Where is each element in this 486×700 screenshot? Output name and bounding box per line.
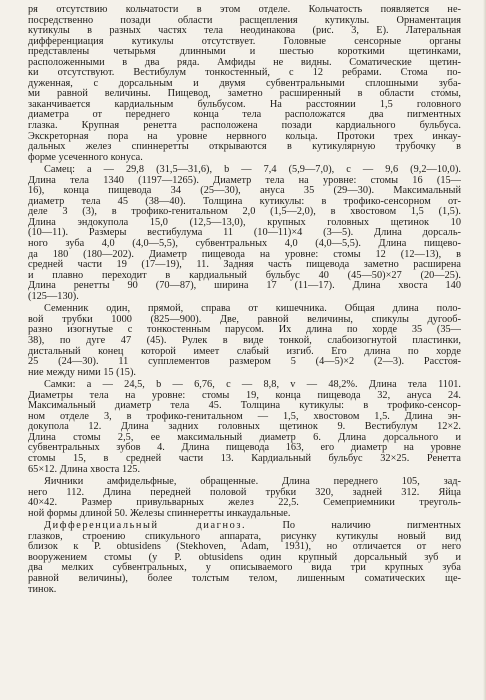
text-line: равной величины), более толстым телом, лишенным соматических ще- bbox=[28, 572, 461, 584]
text-line: расположенными в два ряда. Амфиды не видны. Соматические щетин- bbox=[28, 56, 461, 68]
text-line: ми равной величины. Пищевод, заметно расширенный в области стомы, bbox=[28, 88, 461, 100]
text-line: диаметр тела 45 (38—40). Толщина кутикулы: в трофико-сенсорном от- bbox=[28, 195, 461, 207]
text-line: разно изогнутые с тонкостенным парусом. Их длина по хорде 35 (35— bbox=[28, 324, 461, 336]
text-line: ря отсутствию кольчатости в этом отделе. Кольчатость появляется не- bbox=[28, 4, 461, 15]
text-line: Длина тела 1340 (1197—1265). Диаметр тела на уровне: стомы 16 (15— bbox=[28, 174, 461, 186]
paragraph-male-reproductive bbox=[28, 304, 461, 378]
text-line: глазка. Крупная ренетта расположена позади кардиального бульбуса. bbox=[28, 120, 461, 132]
text-line: ного зуба 4,0 (4,0—5,5), субвентральных 4,0 (4,0—5,5). Длина пищево- bbox=[28, 238, 461, 250]
text-line: и плавно переходит в кардиальный бульбус 40 (45—50)×27 (20—25). bbox=[28, 269, 461, 281]
text-line: Дифференциальный диагноз. По наличию пигментных bbox=[44, 520, 461, 532]
paragraph-description bbox=[28, 5, 461, 163]
text-line: него 112. Длина передней половой трубки 320, задней 312. Яйца bbox=[28, 486, 461, 498]
text-line: 16), конца пищевода 34 (25—30), ануса 35 (29—30). Максимальный bbox=[28, 185, 461, 197]
text-line: кутикулы в разных частях тела неодинакова (рис. 3, Е). Латеральная bbox=[28, 25, 461, 37]
text-line: Самки: a — 24,5, b — 6,76, c — 8,8, v — 48,2%. Длина тела 1101. bbox=[44, 379, 461, 391]
section-run-in-heading: Дифференциальный диагноз. bbox=[44, 520, 247, 532]
text-line: диаметра от переднего конца тела расположатся два пигментных bbox=[28, 109, 461, 121]
text-line: ной формы длиной 50. Железы спиннеретты инкаудальные. bbox=[28, 507, 291, 519]
text-line: тинок. bbox=[28, 583, 57, 595]
paragraph-male-measurements bbox=[28, 165, 461, 302]
text-line: дистальный конец которой имеет слабый изгиб. Его длина по хорде bbox=[28, 345, 461, 357]
paragraph-female-measurements bbox=[28, 380, 461, 475]
text-line: 65×12. Длина хвоста 125. bbox=[28, 463, 141, 475]
text-line: стомы 15, в средней части 13. Кардиальный бульбус 32×25. Ренетта bbox=[28, 452, 461, 464]
text-line: субвентральных зубов 4. Длина пищевода 163, его диаметр на уровне bbox=[28, 442, 461, 454]
text-line: Длина стомы 2,5, ее максимальный диаметр 6. Длина дорсального и bbox=[28, 431, 461, 443]
text-line: дальных желез спиннеретты открываются в кутикулярную трубочку в bbox=[28, 141, 461, 153]
text-line: (10—11). Размеры вестибулума 11 (10—11)×4 (3—5). Длина дорсаль- bbox=[28, 227, 461, 239]
text-line: Длина ренетты 90 (70—87), ширина 17 (11—17). Длина хвоста 140 bbox=[28, 280, 461, 292]
text-line: посредственно позади области расщепления кутикулы. Орнаментация bbox=[28, 14, 461, 26]
text-line: близок к P. obtusidens (Stekhoven, Adam, 1931), но отличается от него bbox=[28, 541, 461, 553]
text-line: деле 3 (3), в трофико-генитальном 2,0 (1,5—2,0), в хвостовом 1,5 (1,5). bbox=[28, 206, 461, 218]
text-line: глазков, строению спикульного аппарата, рисунку кутикулы новый вид bbox=[28, 530, 461, 542]
text-line: 40×42. Размер привульварных желез 22,5. Семеприемники треуголь- bbox=[28, 497, 461, 509]
text-line: (125—130). bbox=[28, 290, 79, 302]
text-line: Длина эндокупола 15,0 (12,5—13,0), крупных головных щетинок 10 bbox=[28, 216, 461, 228]
text-line: дифференциация кутикулы отсутствует. Головные сенсорные органы bbox=[28, 35, 461, 47]
text-line: 38), по дуге 47 (45). Рулек в виде тонкой, слабоизогнутой пластинки, bbox=[28, 334, 461, 346]
text-line: ки отсутствуют. Вестибулум тонкостенный, с 12 ребрами. Стома по- bbox=[28, 67, 461, 79]
text-line: вооружением стомы (у P. obtusidens один крупный дорсальный зуб и bbox=[28, 551, 461, 563]
text-line: докупола 12. Длина задних головных щетинок 9. Вестибулум 12×2. bbox=[28, 421, 461, 433]
text-line: Диаметры тела на уровне: стомы 19, конца пищевода 32, ануса 24. bbox=[28, 389, 461, 401]
text-line: форме усеченного конуса. bbox=[28, 151, 143, 163]
text-line: заканчивается кардиальным бульбусом. На расстоянии 1,5 головного bbox=[28, 98, 461, 110]
text-line: два мелких субвентральных, у описываемого вида три крупных зуба bbox=[28, 562, 461, 574]
text-line: Максимальный диаметр тела 45. Толщина кутикулы: в трофико-сенсор- bbox=[28, 400, 461, 412]
text-line: Яичники амфидельфные, обращенные. Длина переднего 105, зад- bbox=[44, 476, 461, 488]
text-line: представлены четырьмя длинными и шестью короткими щетинками, bbox=[28, 46, 461, 58]
text-line: дуженная, с дорсальным и двумя субвентральными сплошными зуба- bbox=[28, 77, 461, 89]
text-line: Самец: a — 29,8 (31,5—31,6), b — 7,4 (5,9—7,0), c — 9,6 (9,2—10,0). bbox=[44, 164, 461, 176]
text-line: да 180 (180—202). Диаметр пищевода на уровне: стомы 12 (12—13), в bbox=[28, 248, 461, 260]
paragraph-differential-diagnosis bbox=[28, 521, 461, 595]
text-line: вой трубки 1000 (825—900). Две, равной величины, спикулы дугооб- bbox=[28, 313, 461, 325]
text-line: 25 (24—30). 11 супплементов размером 5 (4—5)×2 (2—3). Расстоя- bbox=[28, 356, 461, 368]
text-line: ном отделе 3, в трофико-генитальном — 1,5, хвостовом 1,5. Длина эн- bbox=[28, 410, 461, 422]
text-line: Экскреторная пора на уровне нервного кольца. Протоки трех инкау- bbox=[28, 130, 461, 142]
paragraph-ovaries bbox=[28, 477, 461, 519]
text-line: ние между ними 15 (15). bbox=[28, 366, 137, 378]
text-line: Семенник один, прямой, справа от кишечника. Общая длина поло- bbox=[44, 303, 461, 315]
text-line: средней части 19 (17—19), 11. Задняя часть пищевода заметно расширена bbox=[28, 259, 461, 271]
